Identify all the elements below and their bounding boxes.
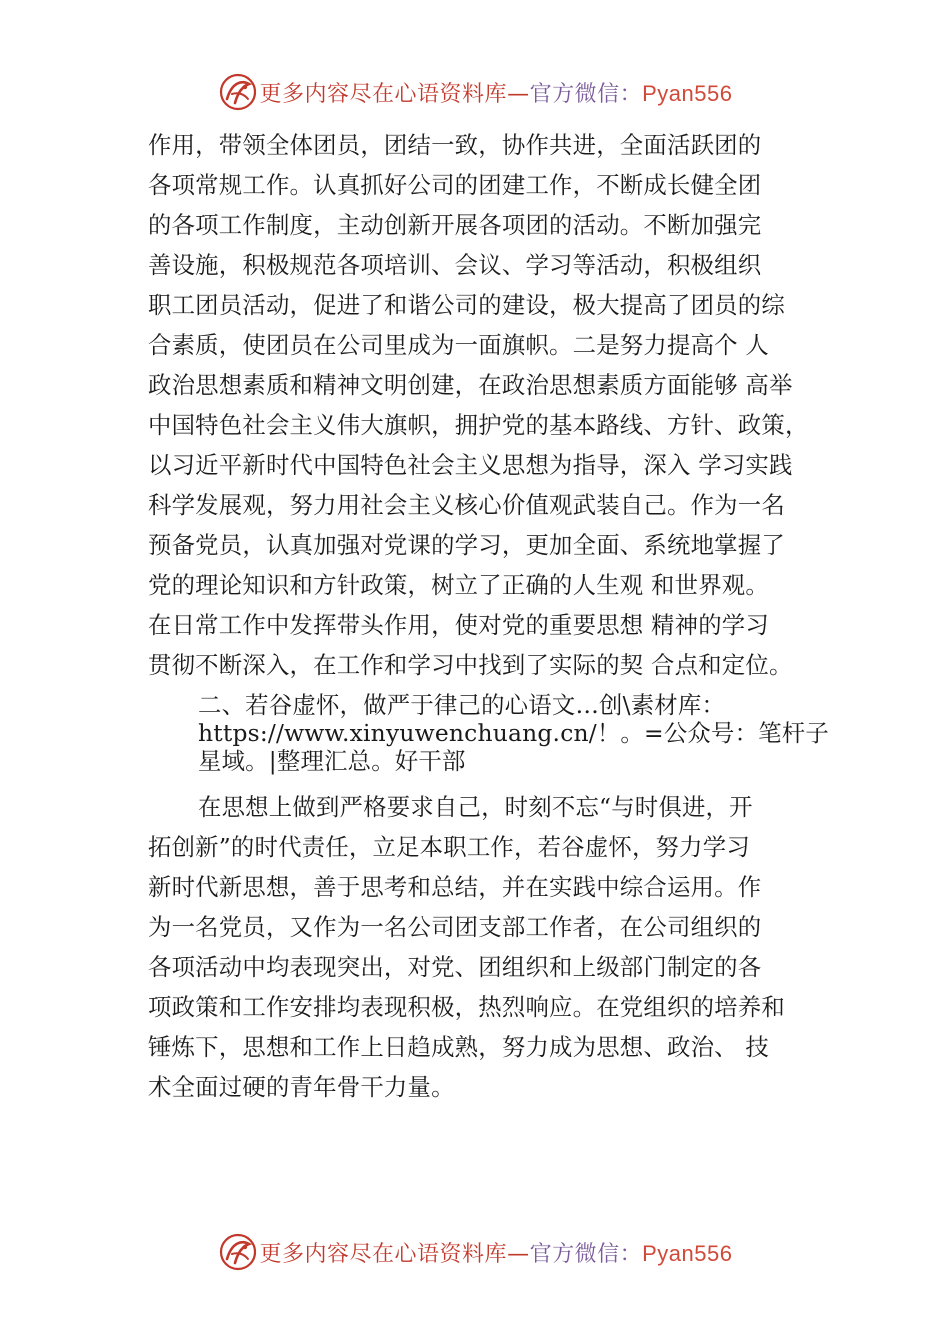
footer-watermark	[0, 1230, 950, 1274]
brand-logo-icon	[218, 1232, 258, 1272]
text-line: 为一名党员，又作为一名公司团支部工作者，在公司组织的	[148, 913, 762, 941]
text-line: 以习近平新时代中国特色社会主义思想为指导，深入 学习实践	[148, 451, 793, 479]
text-line: 职工团员活动，促进了和谐公司的建设，极大提高了团员的综	[148, 291, 785, 319]
text-line: 合素质，使团员在公司里成为一面旗帜。二是努力提高个 人	[148, 331, 769, 359]
text-line: 各项活动中均表现突出，对党、团组织和上级部门制定的各	[148, 953, 762, 981]
text-line: 锤炼下，思想和工作上日趋成熟，努力成为思想、政治、 技	[148, 1033, 769, 1061]
text-line: 新时代新思想，善于思考和总结，并在实践中综合运用。作	[148, 873, 762, 901]
text-line: 术全面过硬的青年骨干力量。	[148, 1073, 455, 1101]
text-line: 预备党员，认真加强对党课的学习，更加全面、系统地掌握了	[148, 531, 785, 559]
text-line: 党的理论知识和方针政策，树立了正确的人生观 和世界观。	[148, 571, 769, 599]
text-line: 的各项工作制度，主动创新开展各项团的活动。不断加强完	[148, 211, 762, 239]
text-line: 各项常规工作。认真抓好公司的团建工作，不断成长健全团	[148, 171, 762, 199]
watermark-text: 更多内容尽在心语资料库—官方微信：Pyan556	[259, 1240, 733, 1267]
text-line: 中国特色社会主义伟大旗帜，拥护党的基本路线、方针、政策，	[148, 411, 809, 439]
watermark-text: 更多内容尽在心语资料库—官方微信：Pyan556	[259, 80, 733, 107]
text-line: 善设施，积极规范各项培训、会议、学习等活动，积极组织	[148, 251, 762, 279]
text-line: 作用，带领全体团员，团结一致，协作共进，全面活跃团的	[148, 131, 762, 159]
text-line: 贯彻不断深入，在工作和学习中找到了实际的契 合点和定位。	[148, 651, 793, 679]
brand-logo-icon	[218, 72, 258, 112]
text-line: 在日常工作中发挥带头作用，使对党的重要思想 精神的学习	[148, 611, 769, 639]
section-heading-end: 星域。|整理汇总。好干部	[198, 747, 466, 775]
text-line: 在思想上做到严格要求自己，时刻不忘“与时俱进，开	[198, 793, 753, 821]
text-line: 拓创新”的时代责任，立足本职工作，若谷虚怀，努力学习	[148, 833, 750, 861]
section-heading: 二、若谷虚怀，做严于律己的心语文…创\素材库：	[198, 691, 726, 719]
text-line: 项政策和工作安排均表现积极，热烈响应。在党组织的培养和	[148, 993, 785, 1021]
text-line: 科学发展观，努力用社会主义核心价值观武装自己。作为一名	[148, 491, 785, 519]
section-heading-url: https://www.xinyuwenchuang.cn/！。=公众号：笔杆子	[198, 719, 829, 747]
header-watermark	[0, 70, 950, 114]
text-line: 政治思想素质和精神文明创建，在政治思想素质方面能够 高举	[148, 371, 793, 399]
